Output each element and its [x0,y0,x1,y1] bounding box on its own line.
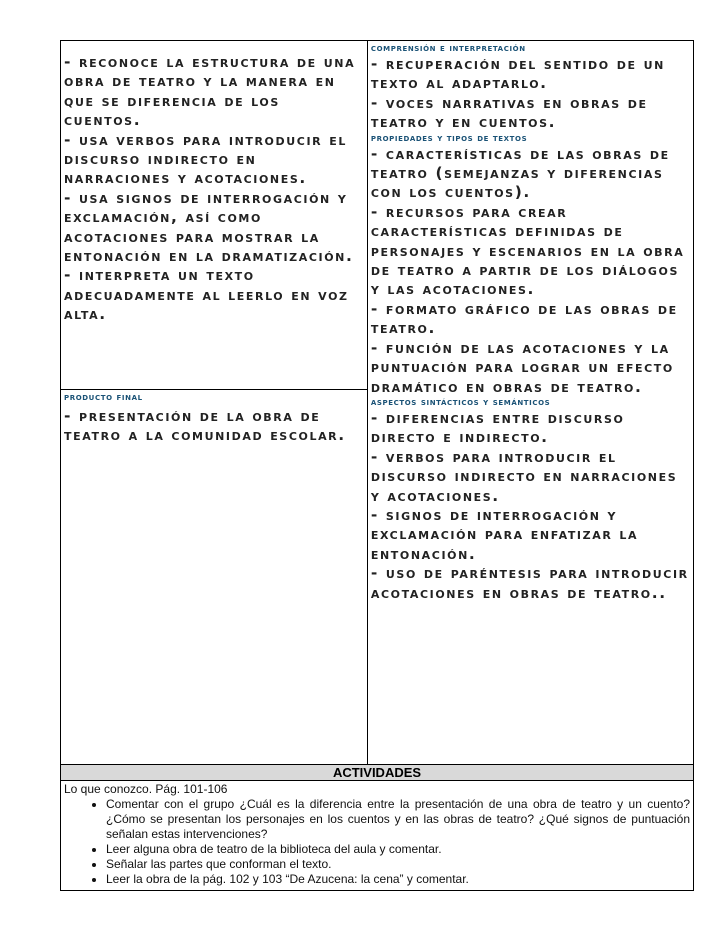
topic-item: - recuperación del sentido de un texto al adaptarlo. [370,55,665,93]
actividad-item: • Señalar las partes que conforman el texto. [106,857,690,872]
final-product-cell [61,390,368,765]
actividades-header: ACTIVIDADES [61,765,694,781]
actividad-item: • Leer la obra de la pág. 102 y 103 “De Azucena: la cena” y comentar. [106,872,690,887]
actividades-intro: Lo que conozco. Pág. 101-106 [64,782,228,796]
document-page [60,40,694,891]
topic-item: - voces narrativas en obras de teatro y en cuentos. [370,93,648,132]
topic-item: - formato gráfico de las obras de teatro. [370,299,678,338]
curriculum-table [60,40,694,891]
topic-item: - uso de paréntesis para introducir acotaciones en obras de teatro.. [370,564,689,602]
topic-item: - función de las acotaciones y la puntuación para lograr un efecto dramático en obras de teatro. [370,338,674,396]
topic-item: - características de las obras de teatro (semejanzas y diferencias con los cuentos). [370,144,670,202]
topic-item: - verbos para introducir el discurso indirecto en narraciones y acotaciones. [370,447,678,505]
actividades-list [64,797,690,887]
section-label-producto-final: producto final [64,392,143,403]
topic-item: - diferencias entre discurso directo e indirecto. [370,408,625,447]
outcome-item: - reconoce la estructura de una obra de teatro y la manera en que se diferencia de los cuentos. [64,53,356,130]
topic-item: - recursos para crear características definidas de personajes y escenarios en la obra de teatro a partir de los diálogos y las acotaciones. [370,202,685,299]
outcome-item: - interpreta un texto adecuadamente al leerlo en voz alta. [64,266,349,324]
topic-item: - signos de interrogación y exclamación para enfatizar la entonación. [370,505,639,563]
section-label-propiedades: propiedades y tipos de textos [370,132,528,144]
section-label-comprension: comprensión e interpretación [370,43,526,54]
outcome-item: - usa verbos para introducir el discurso indirecto en narraciones y acotaciones. [64,130,347,188]
actividad-item: • Leer alguna obra de teatro de la biblioteca del aula y comentar. [106,842,690,857]
topics-cell [367,41,693,765]
section-label-aspectos: aspectos sintácticos y semánticos [370,396,551,408]
actividad-item: • Comentar con el grupo ¿Cuál es la diferencia entre la presentación de una obra de teatro y un cuento? ¿Cómo se presentan los personajes en los cuentos y en las obras de teatro? ¿Qué signos de puntuación señalan estas intervenciones? [106,797,690,842]
product-item: - presentación de la obra de teatro a la comunidad escolar. [64,407,346,445]
outcome-item: - usa signos de interrogación y exclamación, así como acotaciones para mostrar la entonación en la dramatización. [64,188,354,266]
actividades-cell [61,781,694,891]
learning-outcomes-cell [61,41,368,390]
